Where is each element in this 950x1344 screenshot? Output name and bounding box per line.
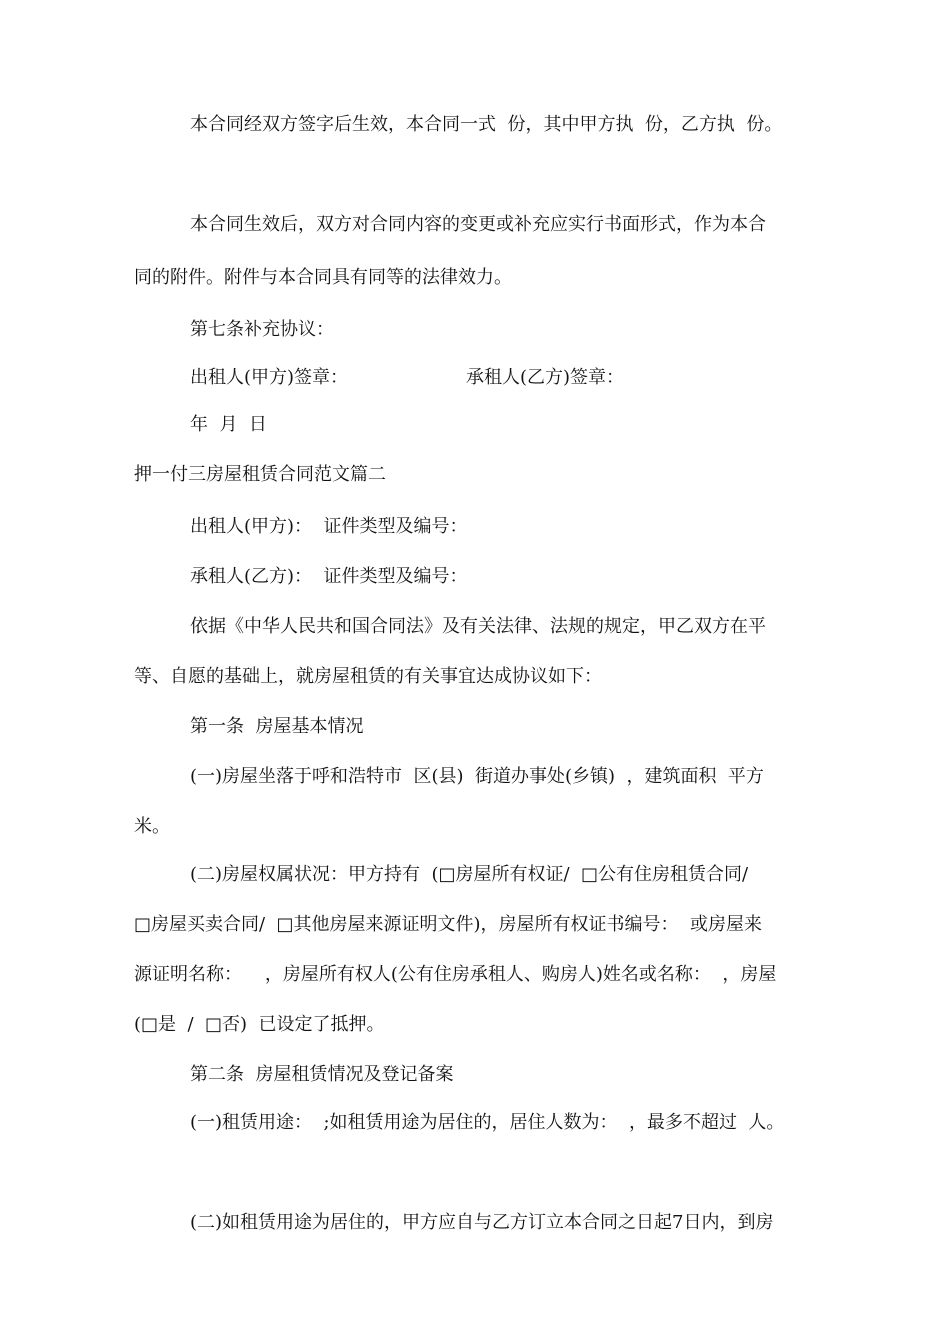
property-location-line-1: (一)房屋坐落于呼和浩特市 区(县) 街道办事处(乡镇) ，建筑面积 平方 <box>190 766 764 787</box>
lessee-signature-label: 承租人(乙方)签章： <box>466 367 625 388</box>
article-1-heading: 第一条 房屋基本情况 <box>190 716 364 737</box>
property-location-line-2: 米。 <box>134 816 170 837</box>
amendment-clause-line-2: 同的附件。附件与本合同具有同等的法律效力。 <box>134 267 512 288</box>
lessee-party-line: 承租人(乙方)： 证件类型及编号： <box>190 566 468 587</box>
article-2-heading: 第二条 房屋租赁情况及登记备案 <box>190 1064 454 1085</box>
effect-clause: 本合同经双方签字后生效，本合同一式 份，其中甲方执 份，乙方执 份。 <box>190 114 783 135</box>
lessor-signature-label: 出租人(甲方)签章： <box>190 367 349 388</box>
lessor-party-line: 出租人(甲方)： 证件类型及编号： <box>190 516 468 537</box>
ownership-line-2: □房屋买卖合同/ □其他房屋来源证明文件)，房屋所有权证书编号： 或房屋来 <box>134 914 762 935</box>
article-7-heading: 第七条补充协议： <box>190 319 334 340</box>
ownership-line-3: 源证明名称： ，房屋所有权人(公有住房承租人、购房人)姓名或名称： ，房屋 <box>134 964 777 985</box>
section-title: 押一付三房屋租赁合同范文篇二 <box>134 464 386 485</box>
lease-purpose-line: (一)租赁用途： ;如租赁用途为居住的，居住人数为： ，最多不超过 人。 <box>190 1112 785 1133</box>
registration-clause-line-1: (二)如租赁用途为居住的，甲方应自与乙方订立本合同之日起7日内，到房 <box>190 1212 774 1233</box>
date-line: 年 月 日 <box>190 414 267 435</box>
ownership-line-1: (二)房屋权属状况：甲方持有 (□房屋所有权证/ □公有住房租赁合同/ <box>190 864 749 885</box>
amendment-clause-line-1: 本合同生效后，双方对合同内容的变更或补充应实行书面形式，作为本合 <box>190 214 766 235</box>
basis-clause-line-1: 依据《中华人民共和国合同法》及有关法律、法规的规定，甲乙双方在平 <box>190 616 766 637</box>
ownership-line-4: (□是 / □否) 已设定了抵押。 <box>134 1014 385 1035</box>
basis-clause-line-2: 等、自愿的基础上，就房屋租赁的有关事宜达成协议如下： <box>134 666 602 687</box>
